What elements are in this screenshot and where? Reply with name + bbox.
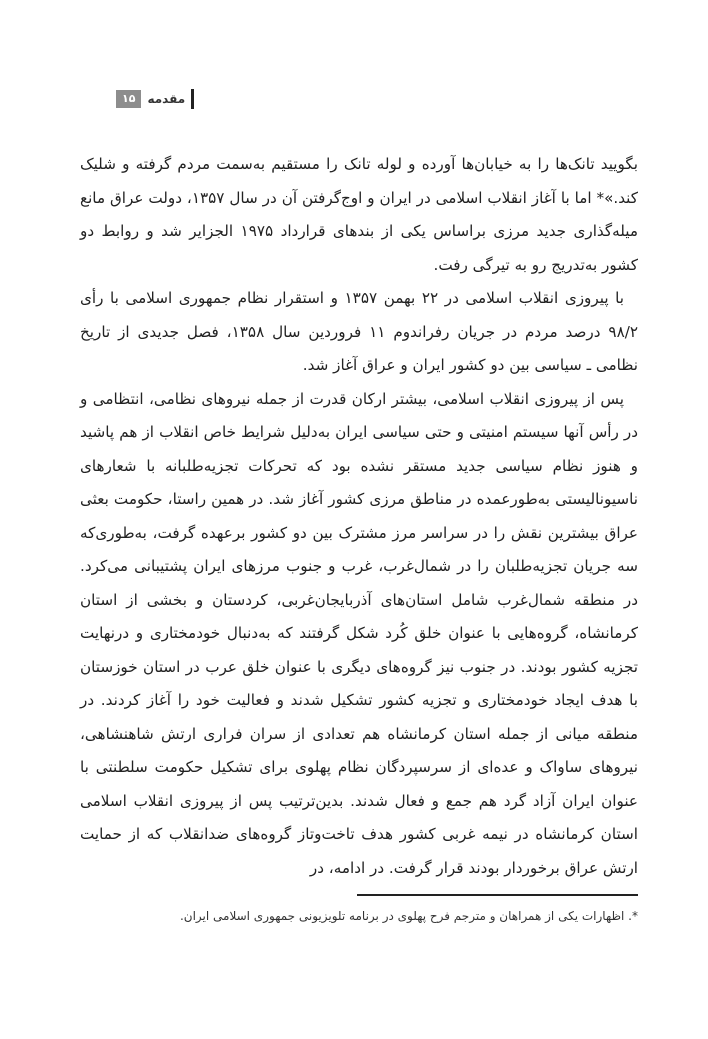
- paragraph-1: بگویید تانک‌ها را به خیابان‌ها آورده و لوله تانک را مستقیم به‌سمت مردم گرفته و شلیک کند.»* اما با آغاز انقلاب اسلامی در ایران و اوج‌گرفتن آن در سال ۱۳۵۷، دولت عراق مانع میله‌گذاری جدید مرزی براساس یکی از بندهای قرارداد ۱۹۷۵ الجزایر شد و روابط دو کشور به‌تدریج رو به تیرگی رفت.: [80, 155, 638, 274]
- running-header: [116, 88, 194, 110]
- footnote: *. اظهارات یکی از همراهان و مترجم فرح پهلوی در برنامه تلویزیونی جمهوری اسلامی ایران.: [179, 909, 638, 923]
- page-number-badge: ۱۵: [116, 90, 141, 108]
- body-text: [80, 148, 638, 885]
- paragraph-3: پس از پیروزی انقلاب اسلامی، بیشتر ارکان قدرت از جمله نیروهای نظامی، انتظامی و در رأس آنها سیستم امنیتی و حتی سیاسی ایران به‌دلیل شرایط خاص انقلاب از هم پاشید و هنوز نظام سیاسی جدید مستقر نشده بود که تحرکات تجزیه‌طلبانه با شعارهای ناسیونالیستی به‌طورعمده در مناطق مرزی کشور آغاز شد. در همین راستا، حکومت بعثی عراق بیشترین نقش را در سراسر مرز مشترک بین دو کشور برعهده گرفت، به‌طوری‌که سه جریان تجزیه‌طلبان را در شمال‌غرب، غرب و جنوب مرزهای ایران پشتیبانی می‌کرد. در منطقه شمال‌غرب شامل استان‌های آذربایجان‌غربی، کردستان و بخشی از استان کرمانشاه، گروه‌هایی با عنوان خلق کُرد شکل گرفتند که به‌دنبال خودمختاری و درنهایت تجزیه کشور بودند. در جنوب نیز گروه‌های دیگری با عنوان خلق عرب در استان خوزستان با هدف ایجاد خودمختاری و تجزیه کشور تشکیل شدند و فعالیت خود را آغاز کردند. در منطقه میانی از جمله استان کرمانشاه هم تعدادی از سران فراری ارتش شاهنشاهی، نیروهای ساواک و عده‌ای از سرسپردگان نظام پهلوی برای تشکیل حکومت سلطنتی با عنوان ایران آزاد گرد هم جمع و فعال شدند. بدین‌ترتیب پس از پیروزی انقلاب اسلامی استان کرمانشاه در نیمه غربی کشور هدف تاخت‌وتاز گروه‌های ضدانقلاب که از حمایت ارتش عراق برخوردار بودند قرار گرفت. در ادامه، در: [80, 389, 638, 877]
- section-title: مقدمه: [147, 92, 186, 106]
- header-divider: [191, 89, 194, 109]
- paragraph-2: با پیروزی انقلاب اسلامی در ۲۲ بهمن ۱۳۵۷ و استقرار نظام جمهوری اسلامی با رأی ۹۸/۲ درصد مردم در جریان رفراندوم ۱۱ فروردین سال ۱۳۵۸، فصل جدیدی از تاریخ نظامی ـ سیاسی بین دو کشور ایران و عراق آغاز شد.: [80, 289, 639, 374]
- footnote-divider: [357, 894, 638, 896]
